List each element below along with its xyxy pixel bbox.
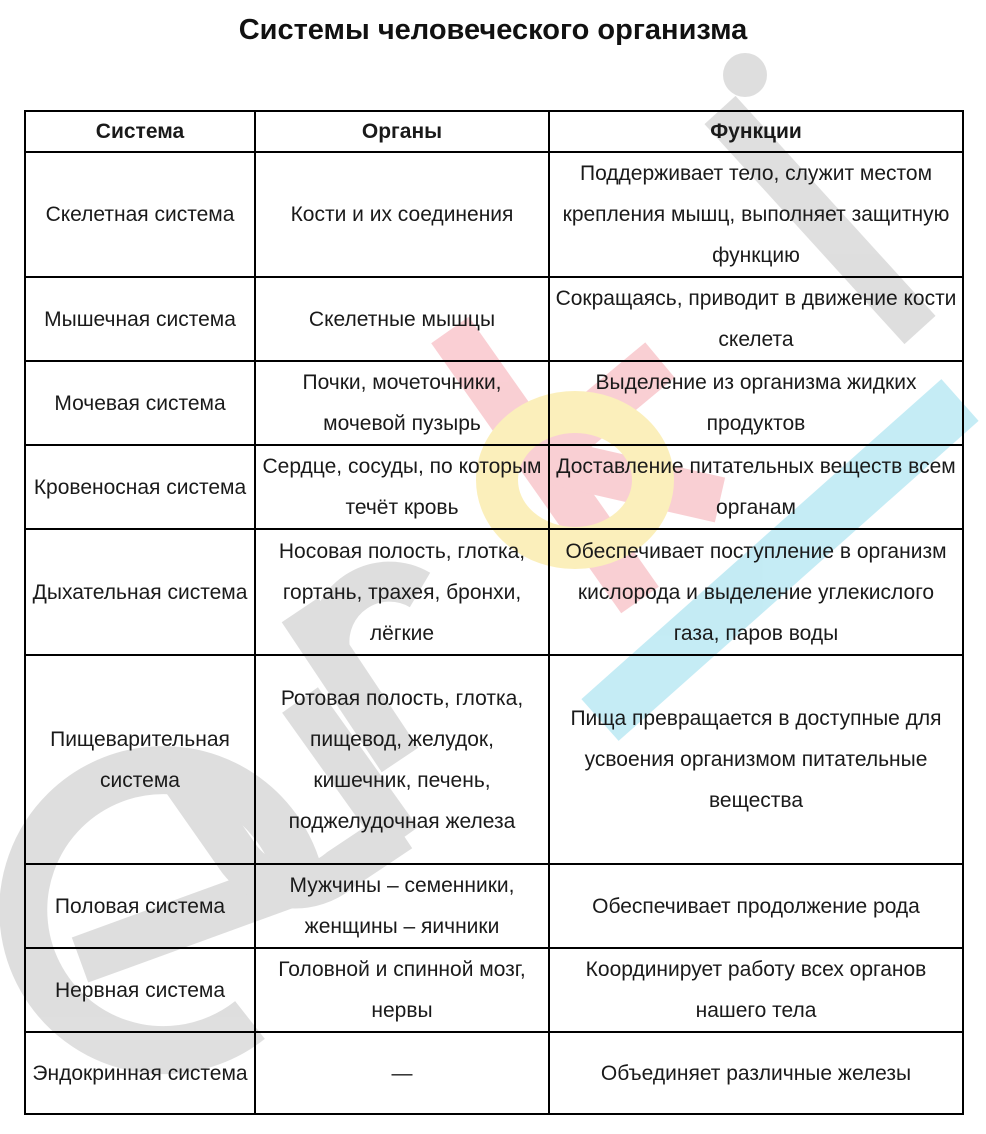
table-header-row <box>25 111 963 152</box>
table-row <box>25 361 963 445</box>
cell-organs: Мужчины – семенники, женщины – яичники <box>255 864 549 948</box>
cell-system: Пищеварительная система <box>25 655 255 864</box>
cell-functions: Сокращаясь, приводит в движение кости скелета <box>549 277 963 361</box>
cell-functions: Объединяет различные железы <box>549 1032 963 1114</box>
table-row <box>25 948 963 1032</box>
header-functions: Функции <box>549 111 963 152</box>
cell-system: Мочевая система <box>25 361 255 445</box>
cell-system: Половая система <box>25 864 255 948</box>
header-organs: Органы <box>255 111 549 152</box>
table-row <box>25 152 963 277</box>
table-row <box>25 655 963 864</box>
table-row <box>25 277 963 361</box>
cell-organs: Кости и их соединения <box>255 152 549 277</box>
header-system: Система <box>25 111 255 152</box>
cell-system: Скелетная система <box>25 152 255 277</box>
cell-organs: Почки, мочеточники, мочевой пузырь <box>255 361 549 445</box>
cell-organs: Сердце, сосуды, по которым течёт кровь <box>255 445 549 529</box>
cell-organs: Скелетные мышцы <box>255 277 549 361</box>
table-row <box>25 529 963 655</box>
cell-organs: — <box>255 1032 549 1114</box>
page-title: Системы человеческого организма <box>238 14 748 46</box>
cell-organs: Носовая полость, глотка, гортань, трахея, бронхи, лёгкие <box>255 529 549 655</box>
systems-table <box>24 110 964 1115</box>
cell-system: Эндокринная система <box>25 1032 255 1114</box>
cell-functions: Доставление питательных веществ всем органам <box>549 445 963 529</box>
cell-functions: Пища превращается в доступные для усвоения организмом питательные вещества <box>549 655 963 864</box>
cell-functions: Обеспечивает поступление в организм кислорода и выделение углекислого газа, паров воды <box>549 529 963 655</box>
table-row <box>25 1032 963 1114</box>
cell-functions: Поддерживает тело, служит местом крепления мышц, выполняет защитную функцию <box>549 152 963 277</box>
table-row <box>25 864 963 948</box>
cell-system: Нервная система <box>25 948 255 1032</box>
cell-functions: Выделение из организма жидких продуктов <box>549 361 963 445</box>
cell-system: Мышечная система <box>25 277 255 361</box>
cell-organs: Головной и спинной мозг, нервы <box>255 948 549 1032</box>
cell-functions: Обеспечивает продолжение рода <box>549 864 963 948</box>
cell-system: Дыхательная система <box>25 529 255 655</box>
table-row <box>25 445 963 529</box>
cell-functions: Координирует работу всех органов нашего тела <box>549 948 963 1032</box>
cell-organs: Ротовая полость, глотка, пищевод, желудок, кишечник, печень, поджелудочная железа <box>255 655 549 864</box>
cell-system: Кровеносная система <box>25 445 255 529</box>
